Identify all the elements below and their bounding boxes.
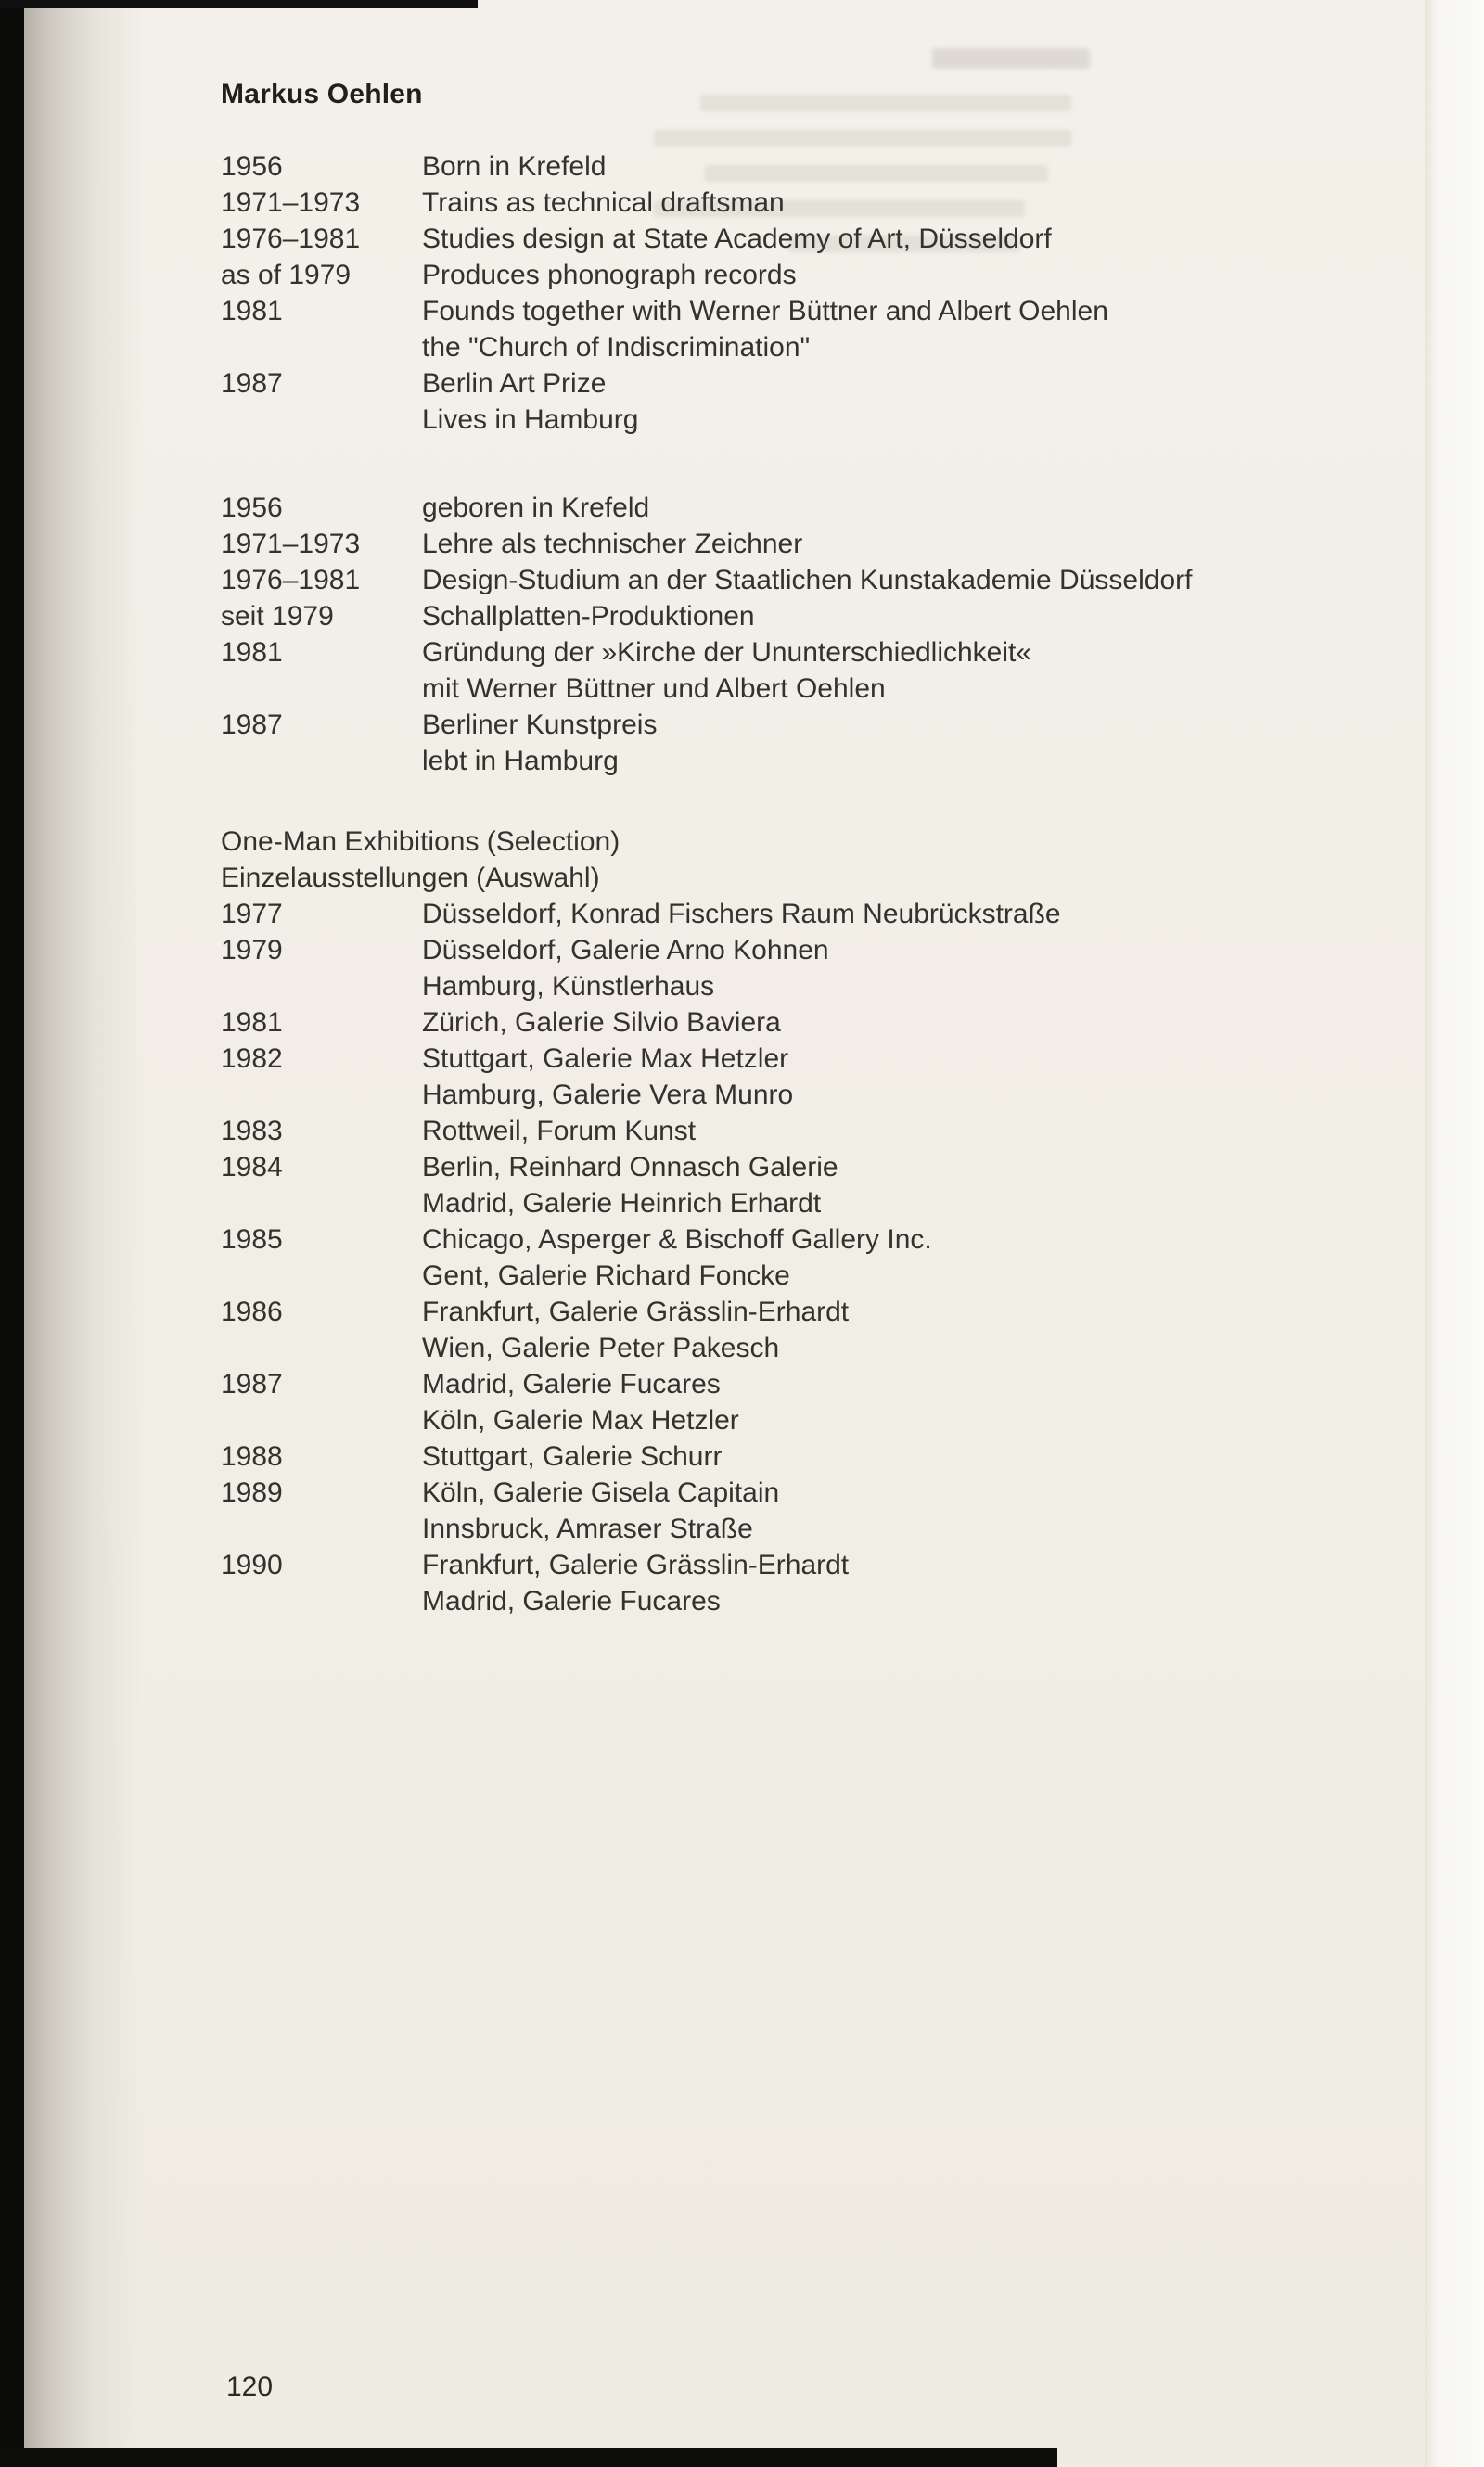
bio-year: 1971–1973 — [221, 529, 361, 559]
exhibition-row — [221, 1185, 1422, 1221]
exhibition-row — [221, 1041, 1422, 1077]
exhibition-row — [221, 1258, 1422, 1294]
exhibition-year: 1981 — [221, 1007, 283, 1038]
exhibition-text: Zürich, Galerie Silvio Baviera — [422, 1007, 781, 1038]
bio-year: 1971–1973 — [221, 187, 361, 218]
exhibition-year — [221, 1583, 422, 1619]
bio-row — [221, 221, 1422, 257]
exhibition-row — [221, 1511, 1422, 1547]
biography-english — [221, 148, 1422, 438]
bio-row — [221, 148, 1422, 185]
exhibition-text: Hamburg, Galerie Vera Munro — [422, 1080, 794, 1110]
exhibition-row — [221, 1330, 1422, 1366]
bio-year: 1981 — [221, 637, 283, 668]
bio-text: Lives in Hamburg — [422, 404, 639, 435]
bio-row — [221, 707, 1422, 743]
bio-year: 1956 — [221, 492, 283, 523]
exhibition-text: Düsseldorf, Galerie Arno Kohnen — [422, 935, 829, 965]
exhibition-row — [221, 1149, 1422, 1185]
bio-year — [221, 671, 422, 707]
page-content — [221, 78, 1422, 1617]
page-title: Markus Oehlen — [221, 79, 423, 109]
exhibition-row — [221, 1583, 1422, 1619]
exhibition-text: Madrid, Galerie Fucares — [422, 1586, 721, 1617]
exhibition-text: Düsseldorf, Konrad Fischers Raum Neubrückstraße — [422, 899, 1061, 929]
exhibition-year — [221, 1185, 422, 1221]
scan-border-bottom — [0, 2448, 1057, 2467]
exhibition-year — [221, 1330, 422, 1366]
bio-text: lebt in Hamburg — [422, 746, 619, 776]
exhibition-year: 1979 — [221, 935, 283, 965]
exhibition-text: Madrid, Galerie Heinrich Erhardt — [422, 1188, 822, 1219]
bio-text: the "Church of Indiscrimination" — [422, 332, 811, 363]
bio-row — [221, 598, 1422, 634]
exhibitions-heading-en-text: One-Man Exhibitions (Selection) — [221, 826, 620, 857]
exhibition-row — [221, 932, 1422, 968]
bio-row — [221, 526, 1422, 562]
scan-border-top — [0, 0, 478, 8]
exhibition-year: 1990 — [221, 1550, 283, 1580]
exhibition-row — [221, 1004, 1422, 1041]
exhibition-year: 1982 — [221, 1043, 283, 1074]
exhibition-text: Köln, Galerie Max Hetzler — [422, 1405, 739, 1436]
exhibition-year — [221, 968, 422, 1004]
bio-text: Berlin Art Prize — [422, 368, 607, 399]
bio-text: Trains as technical draftsman — [422, 187, 785, 218]
exhibitions-heading-en — [221, 824, 1422, 860]
bio-text: Design-Studium an der Staatlichen Kunstakademie Düsseldorf — [422, 565, 1193, 595]
bio-text: Produces phonograph records — [422, 260, 797, 290]
bio-text: Gründung der »Kirche der Ununterschiedlichkeit« — [422, 637, 1032, 668]
exhibition-year: 1985 — [221, 1224, 283, 1255]
exhibition-text: Berlin, Reinhard Onnasch Galerie — [422, 1152, 838, 1182]
exhibition-text: Hamburg, Künstlerhaus — [422, 971, 715, 1002]
exhibition-text: Rottweil, Forum Kunst — [422, 1116, 697, 1146]
bio-year — [221, 402, 422, 438]
bio-row — [221, 329, 1422, 365]
page-number: 120 — [226, 2371, 274, 2402]
page-gutter-shadow — [22, 0, 143, 2467]
exhibition-text: Frankfurt, Galerie Grässlin-Erhardt — [422, 1297, 850, 1327]
bio-text: Born in Krefeld — [422, 151, 607, 182]
exhibition-row — [221, 1366, 1422, 1402]
exhibition-text: Stuttgart, Galerie Schurr — [422, 1441, 723, 1472]
bio-row — [221, 293, 1422, 329]
exhibition-row — [221, 1113, 1422, 1149]
exhibition-year — [221, 1077, 422, 1113]
scan-border-left — [0, 0, 24, 2467]
exhibition-text: Frankfurt, Galerie Grässlin-Erhardt — [422, 1550, 850, 1580]
bio-text: Lehre als technischer Zeichner — [422, 529, 803, 559]
bio-text: geboren in Krefeld — [422, 492, 650, 523]
bio-text: Founds together with Werner Büttner and Albert Oehlen — [422, 296, 1108, 326]
exhibition-year: 1984 — [221, 1152, 283, 1182]
exhibitions-heading-de — [221, 860, 1422, 896]
exhibition-row — [221, 896, 1422, 932]
bio-row — [221, 634, 1422, 671]
exhibition-row — [221, 1221, 1422, 1258]
bio-year: 1956 — [221, 151, 283, 182]
bio-text: Studies design at State Academy of Art, Düsseldorf — [422, 224, 1052, 254]
bio-year — [221, 743, 422, 779]
bio-row — [221, 671, 1422, 707]
exhibition-row — [221, 1547, 1422, 1583]
exhibitions-section — [221, 824, 1422, 1619]
bio-text: Berliner Kunstpreis — [422, 709, 658, 740]
exhibition-row — [221, 968, 1422, 1004]
bio-text: Schallplatten-Produktionen — [422, 601, 755, 632]
exhibition-row — [221, 1077, 1422, 1113]
exhibition-year: 1986 — [221, 1297, 283, 1327]
bio-row — [221, 185, 1422, 221]
exhibition-row — [221, 1475, 1422, 1511]
exhibition-row — [221, 1402, 1422, 1438]
exhibition-text: Innsbruck, Amraser Straße — [422, 1514, 753, 1544]
scan-background-right — [1425, 0, 1484, 2467]
exhibition-year — [221, 1258, 422, 1294]
bio-row — [221, 365, 1422, 402]
bio-year: 1976–1981 — [221, 565, 361, 595]
exhibition-year: 1983 — [221, 1116, 283, 1146]
exhibition-text: Köln, Galerie Gisela Capitain — [422, 1477, 780, 1508]
exhibition-year: 1987 — [221, 1369, 283, 1400]
exhibition-text: Stuttgart, Galerie Max Hetzler — [422, 1043, 789, 1074]
bio-row — [221, 490, 1422, 526]
exhibition-year — [221, 1402, 422, 1438]
bio-year: 1987 — [221, 709, 283, 740]
bio-year: 1987 — [221, 368, 283, 399]
bio-year: as of 1979 — [221, 260, 352, 290]
exhibition-text: Madrid, Galerie Fucares — [422, 1369, 721, 1400]
bio-row — [221, 257, 1422, 293]
exhibition-text: Wien, Galerie Peter Pakesch — [422, 1333, 780, 1363]
exhibition-text: Gent, Galerie Richard Foncke — [422, 1260, 790, 1291]
exhibitions-heading-de-text: Einzelausstellungen (Auswahl) — [221, 863, 600, 893]
bio-row — [221, 562, 1422, 598]
bio-year: 1976–1981 — [221, 224, 361, 254]
exhibition-row — [221, 1294, 1422, 1330]
bio-year: 1981 — [221, 296, 283, 326]
exhibition-year: 1977 — [221, 899, 283, 929]
bio-row — [221, 402, 1422, 438]
biography-german — [221, 490, 1422, 779]
exhibition-year: 1988 — [221, 1441, 283, 1472]
exhibition-year — [221, 1511, 422, 1547]
exhibition-row — [221, 1438, 1422, 1475]
bio-year: seit 1979 — [221, 601, 334, 632]
exhibition-year: 1989 — [221, 1477, 283, 1508]
bio-year — [221, 329, 422, 365]
exhibition-text: Chicago, Asperger & Bischoff Gallery Inc. — [422, 1224, 932, 1255]
bio-text: mit Werner Büttner und Albert Oehlen — [422, 673, 886, 704]
bio-row — [221, 743, 1422, 779]
